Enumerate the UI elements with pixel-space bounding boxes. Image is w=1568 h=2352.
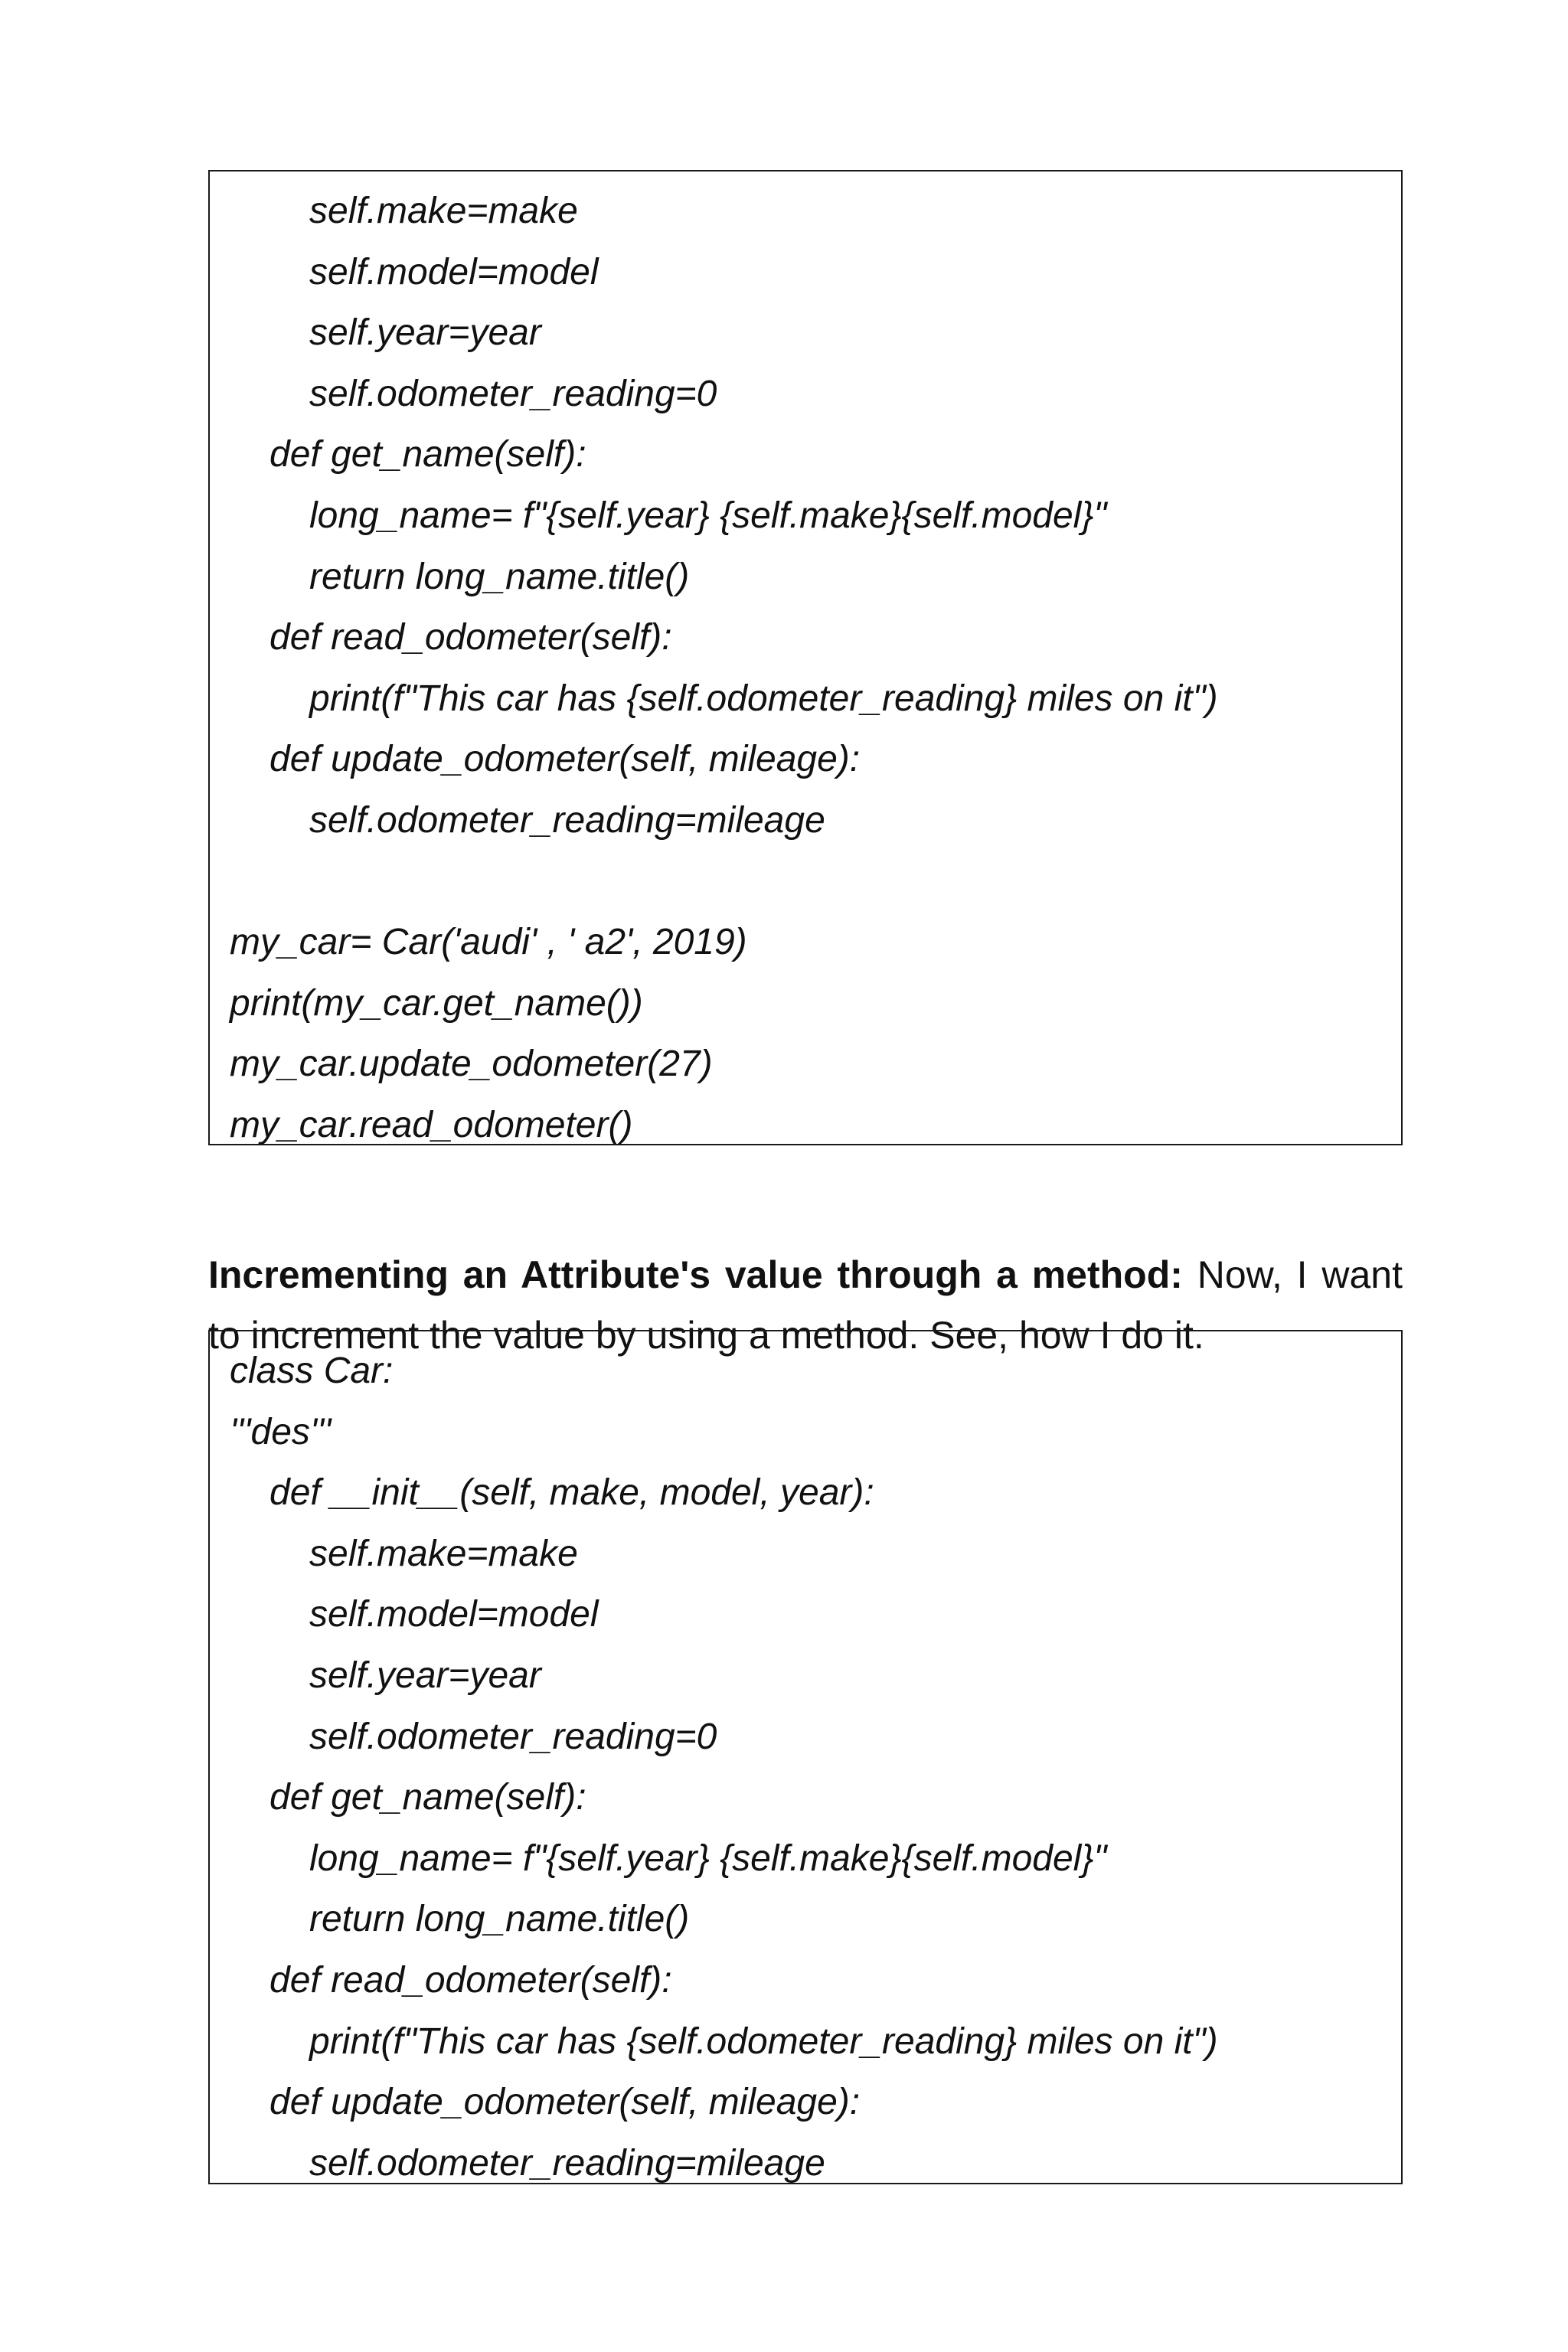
- code-line: def __init__(self, make, model, year):: [270, 1472, 874, 1514]
- code-block-bottom: [208, 1330, 1403, 2184]
- code-line: def get_name(self):: [270, 1777, 586, 1818]
- code-line: '''des''': [230, 1411, 332, 1452]
- code-line: self.odometer_reading=mileage: [309, 2142, 825, 2184]
- section-heading: Incrementing an Attribute's value through a method:: [208, 1253, 1183, 1296]
- code-line: self.make=make: [309, 1533, 578, 1574]
- code-line: long_name= f"{self.year} {self.make}{self.model}": [309, 495, 1107, 536]
- code-line: print(f"This car has {self.odometer_reading} miles on it"): [309, 678, 1218, 719]
- code-line: self.model=model: [309, 1594, 599, 1635]
- code-line: def update_odometer(self, mileage):: [270, 2082, 861, 2123]
- code-line: my_car.read_odometer(): [230, 1104, 633, 1145]
- code-line: my_car.update_odometer(27): [230, 1044, 713, 1085]
- code-line: print(my_car.get_name()): [230, 982, 643, 1024]
- code-line: self.model=model: [309, 251, 599, 292]
- code-line: def update_odometer(self, mileage):: [270, 739, 861, 780]
- code-line: self.year=year: [309, 1655, 541, 1696]
- code-line: class Car:: [230, 1351, 394, 1391]
- code-line: self.make=make: [309, 191, 578, 231]
- code-block-top: [208, 170, 1403, 1145]
- code-line: self.year=year: [309, 312, 541, 354]
- code-line: my_car= Car('audi' , ' a2', 2019): [230, 922, 747, 963]
- code-line: def read_odometer(self):: [270, 1959, 672, 2001]
- code-line: self.odometer_reading=0: [309, 1716, 717, 1757]
- code-line: print(f"This car has {self.odometer_reading} miles on it"): [309, 2020, 1218, 2062]
- code-line: self.odometer_reading=0: [309, 373, 717, 414]
- section-body-text: Now, I want to increment the value by using a method. See, how I do it.: [208, 1253, 1403, 1357]
- code-line-blank: [230, 851, 1401, 913]
- code-line: return long_name.title(): [309, 1899, 690, 1940]
- code-line: def read_odometer(self):: [270, 617, 672, 658]
- code-line: return long_name.title(): [309, 556, 690, 597]
- code-line: self.odometer_reading=mileage: [309, 799, 825, 841]
- code-line: def get_name(self):: [270, 434, 586, 475]
- code-line: long_name= f"{self.year} {self.make}{self.model}": [309, 1838, 1107, 1879]
